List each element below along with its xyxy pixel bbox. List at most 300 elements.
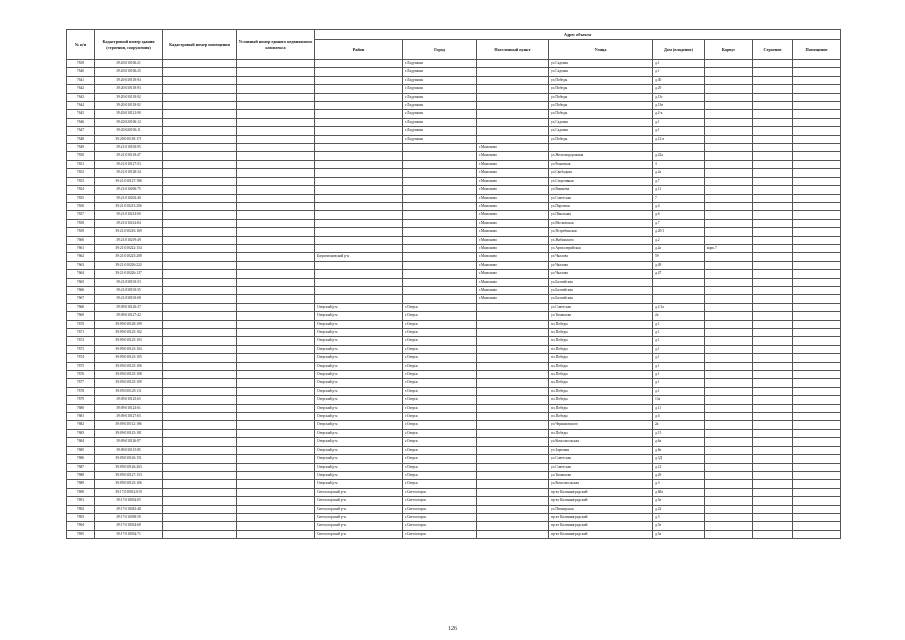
table-row: [67, 202, 841, 210]
cell-room: [793, 362, 841, 370]
cell-num: 7681: [67, 413, 95, 421]
cell-num: 7670: [67, 320, 95, 328]
cell-settlement: [477, 354, 549, 362]
cell-conditional-number: [237, 110, 315, 118]
cell-conditional-number: [237, 371, 315, 379]
cell-settlement: [477, 404, 549, 412]
cell-city: г.Озерск: [403, 463, 477, 471]
cell-building: [753, 379, 793, 387]
cell-house: д.20/1: [653, 228, 705, 236]
cell-settlement: [477, 76, 549, 84]
cell-house: д.2-а: [653, 110, 705, 118]
cell-conditional-number: [237, 463, 315, 471]
cell-num: 7669: [67, 312, 95, 320]
cell-korpus: [705, 396, 753, 404]
cell-room: [793, 303, 841, 311]
cell-room: [793, 463, 841, 471]
cell-korpus: [705, 236, 753, 244]
cell-house: д.4: [653, 202, 705, 210]
cell-cadastral-building: 39:21:010206:75: [95, 186, 163, 194]
cell-city: г.Светлогорск: [403, 513, 477, 521]
cell-cadastral-building: 39:09:010125:102: [95, 329, 163, 337]
header-cadastral-room: Кадастровый номер помещения: [163, 30, 237, 60]
cell-room: [793, 118, 841, 126]
cell-cadastral-room: [163, 144, 237, 152]
cell-cadastral-building: 39:21:010214:60: [95, 211, 163, 219]
table-row: [67, 312, 841, 320]
table-row: [67, 286, 841, 294]
cell-city: г.Озерск: [403, 480, 477, 488]
cell-cadastral-room: [163, 379, 237, 387]
cell-district: Озерский р-н: [315, 413, 403, 421]
table-row: [67, 522, 841, 530]
cell-city: [403, 244, 477, 252]
cell-conditional-number: [237, 160, 315, 168]
cell-room: [793, 404, 841, 412]
cell-city: г.Ладушкин: [403, 60, 477, 68]
cell-cadastral-room: [163, 505, 237, 513]
cell-cadastral-building: 39:20:010121:90: [95, 110, 163, 118]
cell-building: [753, 85, 793, 93]
cell-street: ул.Чкалова: [549, 261, 653, 269]
cell-building: [753, 253, 793, 261]
cell-korpus: [705, 135, 753, 143]
table-row: [67, 118, 841, 126]
cell-settlement: [477, 488, 549, 496]
cell-settlement: [477, 60, 549, 68]
cell-settlement: [477, 320, 549, 328]
cell-cadastral-building: 39:09:010127:42: [95, 312, 163, 320]
cell-district: [315, 194, 403, 202]
cell-district: [315, 261, 403, 269]
cell-korpus: [705, 329, 753, 337]
table-row: [67, 455, 841, 463]
cell-cadastral-room: [163, 93, 237, 101]
cell-city: [403, 211, 477, 219]
cell-street: ул.Балтийская: [549, 295, 653, 303]
cell-building: [753, 169, 793, 177]
cell-korpus: [705, 177, 753, 185]
table-row: [67, 244, 841, 252]
cell-num: 7665: [67, 278, 95, 286]
cell-house: д.1: [653, 345, 705, 353]
table-row: [67, 329, 841, 337]
cell-num: 7652: [67, 169, 95, 177]
cell-korpus: [705, 362, 753, 370]
cell-korpus: [705, 211, 753, 219]
cell-city: г.Ладушкин: [403, 127, 477, 135]
cell-conditional-number: [237, 354, 315, 362]
cell-conditional-number: [237, 429, 315, 437]
cell-house: д.11: [653, 404, 705, 412]
cell-room: [793, 93, 841, 101]
cell-house: д.30: [653, 76, 705, 84]
cell-street: пл.Победы: [549, 362, 653, 370]
cell-street: ул.Спортивная: [549, 177, 653, 185]
cell-settlement: [477, 446, 549, 454]
cell-settlement: г.Мамоново: [477, 169, 549, 177]
cell-house: д.12: [653, 463, 705, 471]
cell-cadastral-room: [163, 404, 237, 412]
cell-street: ул.Жабинского: [549, 236, 653, 244]
cell-num: 7647: [67, 127, 95, 135]
cell-conditional-number: [237, 278, 315, 286]
cell-room: [793, 253, 841, 261]
cell-cadastral-room: [163, 522, 237, 530]
cell-cadastral-building: 39:09:010128:109: [95, 320, 163, 328]
table-row: [67, 337, 841, 345]
cell-settlement: г.Мамоново: [477, 152, 549, 160]
cell-settlement: г.Мамоново: [477, 194, 549, 202]
cell-house: д.5а: [653, 522, 705, 530]
cell-street: пр-кт Калининградский: [549, 488, 653, 496]
table-row: [67, 471, 841, 479]
cell-city: г.Озерск: [403, 387, 477, 395]
cell-street: ул.Пионерская: [549, 505, 653, 513]
cell-street: пл.Победы: [549, 396, 653, 404]
cell-room: [793, 85, 841, 93]
cell-street: ул.Чкалова: [549, 253, 653, 261]
cell-cadastral-building: 39:09:010125:104: [95, 345, 163, 353]
cell-conditional-number: [237, 144, 315, 152]
cell-cadastral-building: 39:21:010226:127: [95, 270, 163, 278]
cell-city: г.Озерск: [403, 337, 477, 345]
cell-korpus: [705, 202, 753, 210]
cell-room: [793, 480, 841, 488]
cell-num: 7683: [67, 429, 95, 437]
cell-building: [753, 303, 793, 311]
cell-city: [403, 202, 477, 210]
cell-room: [793, 396, 841, 404]
cell-street: ул.Тимашова: [549, 471, 653, 479]
table-row: [67, 261, 841, 269]
cell-cadastral-room: [163, 497, 237, 505]
cell-conditional-number: [237, 320, 315, 328]
cell-num: 7660: [67, 236, 95, 244]
table-row: [67, 211, 841, 219]
cell-cadastral-room: [163, 413, 237, 421]
cell-settlement: [477, 118, 549, 126]
header-korpus: Корпус: [705, 40, 753, 60]
cell-cadastral-building: 39:09:010125:109: [95, 379, 163, 387]
cell-cadastral-room: [163, 85, 237, 93]
cell-room: [793, 488, 841, 496]
table-row: [67, 505, 841, 513]
cell-house: д.2: [653, 236, 705, 244]
cell-district: Озерский р-н: [315, 329, 403, 337]
cell-settlement: [477, 480, 549, 488]
cell-cadastral-room: [163, 244, 237, 252]
cell-korpus: [705, 118, 753, 126]
cell-room: [793, 379, 841, 387]
cell-cadastral-building: 39:09:010125:106: [95, 480, 163, 488]
cell-conditional-number: [237, 286, 315, 294]
cell-district: [315, 219, 403, 227]
cell-building: [753, 211, 793, 219]
cell-num: 7684: [67, 438, 95, 446]
cell-cadastral-building: 39:09:010115:85: [95, 446, 163, 454]
cell-conditional-number: [237, 219, 315, 227]
cell-street: ул.Рыночная: [549, 160, 653, 168]
cell-cadastral-building: 39:20:010118:94: [95, 76, 163, 84]
cell-korpus: [705, 371, 753, 379]
cell-num: 7675: [67, 362, 95, 370]
cell-korpus: [705, 505, 753, 513]
cell-conditional-number: [237, 530, 315, 538]
cell-city: [403, 177, 477, 185]
cell-cadastral-room: [163, 530, 237, 538]
cell-district: [315, 270, 403, 278]
cell-house: д.1: [653, 60, 705, 68]
table-row: [67, 379, 841, 387]
cell-house: д.1: [653, 387, 705, 395]
cell-korpus: [705, 76, 753, 84]
cell-street: ул.Садовая: [549, 127, 653, 135]
cell-room: [793, 68, 841, 76]
cell-num: 7692: [67, 505, 95, 513]
cell-num: 7642: [67, 85, 95, 93]
cell-room: [793, 160, 841, 168]
cell-cadastral-room: [163, 362, 237, 370]
cell-district: [315, 236, 403, 244]
cell-cadastral-building: 39:21:010225:208: [95, 253, 163, 261]
cell-cadastral-room: [163, 446, 237, 454]
cell-korpus: [705, 253, 753, 261]
table-row: [67, 135, 841, 143]
cell-korpus: [705, 312, 753, 320]
cell-settlement: г.Мамоново: [477, 228, 549, 236]
cell-street: пр-кт Калининградский: [549, 513, 653, 521]
cell-house: 2а: [653, 421, 705, 429]
table-row: [67, 85, 841, 93]
cell-district: [315, 144, 403, 152]
cell-room: [793, 312, 841, 320]
cell-korpus: [705, 68, 753, 76]
cell-cadastral-building: 39:20:010106:21: [95, 60, 163, 68]
cell-settlement: [477, 110, 549, 118]
cell-city: г.Озерск: [403, 404, 477, 412]
cell-city: г.Озерск: [403, 345, 477, 353]
cell-num: 7688: [67, 471, 95, 479]
table-row: [67, 463, 841, 471]
cell-district: Светлогорский р-н: [315, 530, 403, 538]
cell-cadastral-building: 39:20:010106:25: [95, 68, 163, 76]
cell-korpus: [705, 219, 753, 227]
cell-conditional-number: [237, 471, 315, 479]
cell-street: ул.Артиллерийская: [549, 244, 653, 252]
registry-page: [66, 29, 841, 539]
table-row: [67, 295, 841, 303]
cell-room: [793, 202, 841, 210]
cell-room: [793, 513, 841, 521]
cell-num: 7673: [67, 345, 95, 353]
header-house: Дом (владение): [653, 40, 705, 60]
cell-cadastral-room: [163, 135, 237, 143]
cell-district: [315, 118, 403, 126]
cell-city: г.Озерск: [403, 471, 477, 479]
table-row: [67, 320, 841, 328]
table-row: [67, 446, 841, 454]
cell-street: пл.Победы: [549, 371, 653, 379]
cell-district: Озерский р-н: [315, 371, 403, 379]
cell-korpus: [705, 85, 753, 93]
table-row: [67, 186, 841, 194]
cell-city: г.Светлогорск: [403, 497, 477, 505]
cell-district: Светлогорский р-н: [315, 513, 403, 521]
cell-settlement: [477, 362, 549, 370]
cell-settlement: [477, 455, 549, 463]
cell-street: ул.Садовая: [549, 118, 653, 126]
table-row: [67, 421, 841, 429]
cell-street: ул.Советская: [549, 463, 653, 471]
cell-room: [793, 144, 841, 152]
table-row: [67, 278, 841, 286]
cell-num: 7646: [67, 118, 95, 126]
cell-room: [793, 413, 841, 421]
cell-building: [753, 68, 793, 76]
cell-district: [315, 68, 403, 76]
cell-cadastral-room: [163, 337, 237, 345]
cell-num: 7668: [67, 303, 95, 311]
cell-city: г.Озерск: [403, 362, 477, 370]
cell-cadastral-building: 39:20:010118:93: [95, 85, 163, 93]
cell-settlement: [477, 379, 549, 387]
cell-korpus: [705, 379, 753, 387]
header-conditional-number: Условный номер единого недвижимого комплекса: [237, 30, 315, 60]
cell-street: ул.Балтийская: [549, 278, 653, 286]
cell-conditional-number: [237, 261, 315, 269]
cell-conditional-number: [237, 118, 315, 126]
cell-house: д.13в: [653, 102, 705, 110]
cell-building: [753, 345, 793, 353]
cell-settlement: [477, 471, 549, 479]
cell-num: 7677: [67, 379, 95, 387]
cell-cadastral-room: [163, 186, 237, 194]
cell-room: [793, 278, 841, 286]
cell-cadastral-room: [163, 270, 237, 278]
cell-num: 7694: [67, 522, 95, 530]
cell-district: [315, 110, 403, 118]
cell-house: д.1: [653, 68, 705, 76]
cell-cadastral-room: [163, 169, 237, 177]
cell-cadastral-building: 39:21:010216:169: [95, 228, 163, 236]
cell-num: 7666: [67, 286, 95, 294]
cell-conditional-number: [237, 513, 315, 521]
cell-building: [753, 295, 793, 303]
cell-room: [793, 522, 841, 530]
cell-house: [653, 295, 705, 303]
cell-building: [753, 93, 793, 101]
cell-district: Багратионовский р-н: [315, 253, 403, 261]
cell-cadastral-room: [163, 345, 237, 353]
cell-cadastral-building: 39:09:010126:97: [95, 438, 163, 446]
cell-cadastral-room: [163, 513, 237, 521]
cell-district: Светлогорский р-н: [315, 505, 403, 513]
cell-korpus: корп.7: [705, 244, 753, 252]
cell-cadastral-room: [163, 312, 237, 320]
cell-district: Озерский р-н: [315, 438, 403, 446]
table-row: [67, 387, 841, 395]
cell-cadastral-building: 39:20:010118:92: [95, 93, 163, 101]
table-row: [67, 219, 841, 227]
cell-conditional-number: [237, 396, 315, 404]
cell-num: 7671: [67, 329, 95, 337]
cell-conditional-number: [237, 127, 315, 135]
cell-conditional-number: [237, 202, 315, 210]
cell-house: д.6: [653, 413, 705, 421]
cell-building: [753, 110, 793, 118]
cell-house: 13а: [653, 396, 705, 404]
cell-house: 3: [653, 160, 705, 168]
cell-district: Озерский р-н: [315, 463, 403, 471]
cell-city: [403, 152, 477, 160]
cell-room: [793, 194, 841, 202]
table-row: [67, 270, 841, 278]
cell-conditional-number: [237, 152, 315, 160]
cell-conditional-number: [237, 522, 315, 530]
cell-street: [549, 144, 653, 152]
cell-num: 7657: [67, 211, 95, 219]
cell-num: 7672: [67, 337, 95, 345]
cell-street: пр-кт Калининградский: [549, 497, 653, 505]
cell-cadastral-room: [163, 329, 237, 337]
cell-settlement: г.Мамоново: [477, 244, 549, 252]
cell-city: г.Светлогорск: [403, 505, 477, 513]
cell-city: [403, 169, 477, 177]
cell-korpus: [705, 169, 753, 177]
cell-cadastral-room: [163, 68, 237, 76]
cell-korpus: [705, 345, 753, 353]
cell-house: д.1: [653, 118, 705, 126]
cell-building: [753, 219, 793, 227]
cell-korpus: [705, 186, 753, 194]
cell-settlement: [477, 312, 549, 320]
cell-city: г.Светлогорск: [403, 488, 477, 496]
cell-num: 7649: [67, 144, 95, 152]
cell-num: 7690: [67, 488, 95, 496]
cell-city: [403, 295, 477, 303]
cell-room: [793, 219, 841, 227]
table-row: [67, 60, 841, 68]
cell-cadastral-room: [163, 110, 237, 118]
table-row: [67, 144, 841, 152]
cell-district: Озерский р-н: [315, 446, 403, 454]
cell-room: [793, 76, 841, 84]
cell-building: [753, 320, 793, 328]
cell-cadastral-building: 39:21:010128:34: [95, 169, 163, 177]
cell-house: д.1: [653, 379, 705, 387]
cell-conditional-number: [237, 446, 315, 454]
cell-district: Озерский р-н: [315, 421, 403, 429]
cell-korpus: [705, 152, 753, 160]
table-row: [67, 127, 841, 135]
cell-city: г.Ладушкин: [403, 135, 477, 143]
cell-cadastral-room: [163, 421, 237, 429]
cell-district: Озерский р-н: [315, 354, 403, 362]
cell-cadastral-building: 39:21:010103:95: [95, 144, 163, 152]
cell-street: пл.Победы: [549, 404, 653, 412]
header-city: Город: [403, 40, 477, 60]
cell-num: 7654: [67, 186, 95, 194]
cell-building: [753, 480, 793, 488]
cell-room: [793, 530, 841, 538]
cell-house: д.12-а: [653, 135, 705, 143]
cell-city: г.Ладушкин: [403, 118, 477, 126]
cell-cadastral-room: [163, 152, 237, 160]
cell-settlement: г.Мамоново: [477, 278, 549, 286]
cell-settlement: [477, 135, 549, 143]
cell-district: [315, 295, 403, 303]
